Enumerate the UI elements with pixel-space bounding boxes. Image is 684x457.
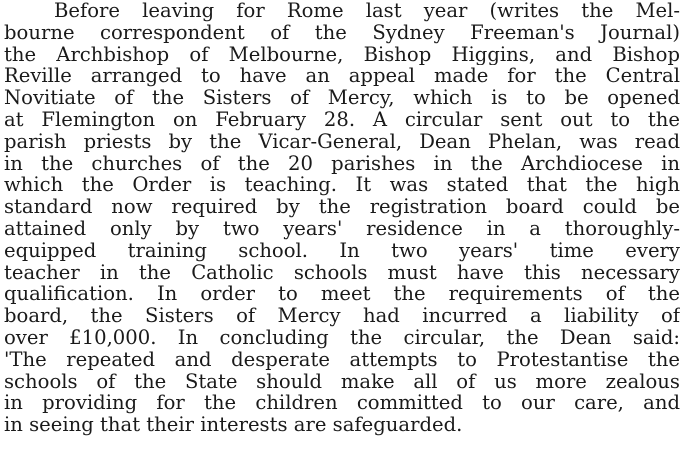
article-line: Reville arranged to have an appeal made for the Central	[4, 65, 680, 88]
article-line: teacher in the Catholic schools must have this necessary	[4, 261, 680, 284]
article-line: attained only by two years' residence in a thoroughly-	[4, 217, 680, 240]
article-line: bourne correspondent of the Sydney Freeman's Journal)	[4, 21, 680, 44]
article-line: schools of the State should make all of us more zealous	[4, 370, 680, 393]
article-line: equipped training school. In two years' time every	[4, 239, 680, 262]
article-line: in the churches of the 20 parishes in the Archdiocese in	[4, 152, 680, 175]
article-line: in providing for the children committed to our care, and	[4, 392, 680, 415]
article-line: Novitiate of the Sisters of Mercy, which is to be opened	[4, 87, 680, 109]
article-line: in seeing that their interests are safeguarded.	[4, 414, 463, 436]
newspaper-article	[4, 0, 680, 436]
article-line: at Flemington on February 28. A circular sent out to the	[4, 108, 680, 131]
article-line: qualification. In order to meet the requirements of the	[4, 283, 680, 306]
article-line: standard now required by the registration board could be	[4, 196, 680, 218]
article-line: Before leaving for Rome last year (writes the Mel-	[54, 0, 680, 22]
article-line: 'The repeated and desperate attempts to Protestantise the	[4, 348, 680, 371]
article-line: board, the Sisters of Mercy had incurred a liability of	[4, 305, 680, 327]
article-line: which the Order is teaching. It was stated that the high	[4, 174, 680, 197]
article-line: over £10,000. In concluding the circular, the Dean said:	[4, 326, 680, 349]
article-line: parish priests by the Vicar-General, Dean Phelan, was read	[4, 130, 680, 153]
article-line: the Archbishop of Melbourne, Bishop Higgins, and Bishop	[4, 43, 680, 66]
